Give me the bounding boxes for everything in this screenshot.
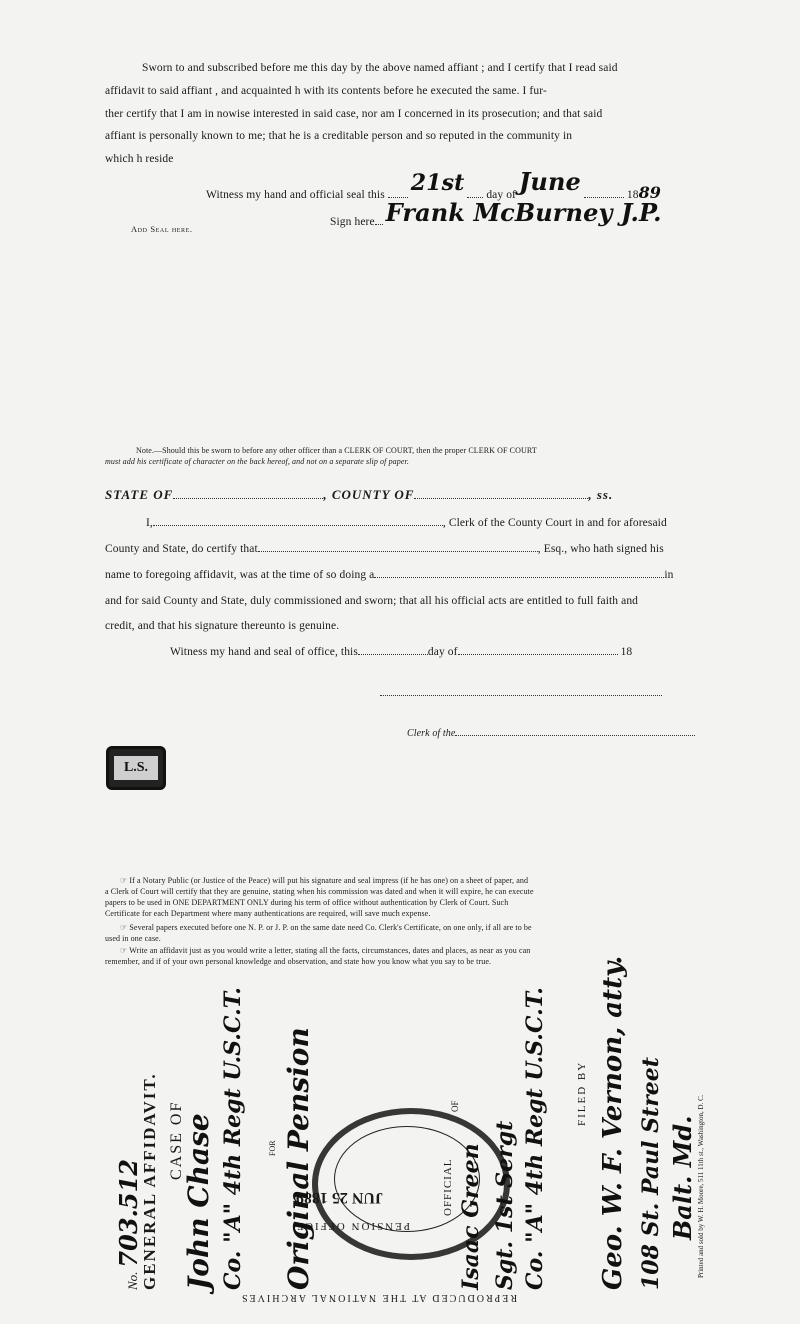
clerk-of-the-label: Clerk of the xyxy=(407,728,456,739)
docket-official-label: OFFICIAL xyxy=(442,1158,454,1216)
signature-dotted-line xyxy=(380,695,662,696)
instruction-2-line-2: used in one case. xyxy=(105,934,161,943)
sign-here-label: Sign here xyxy=(330,216,375,228)
add-seal-label: Add Seal here. xyxy=(131,224,193,234)
cert-witness-year: 18 xyxy=(620,646,633,658)
docket-official-name: Isaac Green xyxy=(458,1143,484,1290)
docket-for: FOR xyxy=(268,1140,277,1156)
witness-prefix: Witness my hand and official seal this xyxy=(206,189,385,201)
docket-filed-by: FILED BY xyxy=(576,1060,588,1126)
pointing-hand-icon: ☞ xyxy=(120,876,130,885)
stamp-text: PENSION OFFICE xyxy=(294,1220,410,1232)
jurat-line-3: ther certify that I am in nowise interested in said case, nor am I concerned in its prosecution; and that said xyxy=(105,108,603,120)
docket-official-company: Co. "A" 4th Regt U.S.C.T. xyxy=(522,987,548,1290)
witness-dayof: day of xyxy=(486,189,516,201)
docket-case-of: CASE OF xyxy=(168,1100,185,1180)
witness-year-prefix: 18 xyxy=(626,189,639,201)
docket-of: OF xyxy=(450,1100,460,1112)
instruction-1-line-2: a Clerk of Court will certify that they are genuine, stating when his commission was dated and when it will expire, he can execute xyxy=(105,887,534,896)
instruction-1-line-3: papers to be used in ONE DEPARTMENT ONLY during his term of office without authentication by Clerk of Court. Such xyxy=(105,898,509,907)
certificate-line-1 xyxy=(146,517,667,529)
witness-year: 89 xyxy=(638,183,662,202)
jurat-line-5: which h reside xyxy=(105,153,174,165)
note-line-1: Note.—Should this be sworn to before any other officer than a CLERK OF COURT, then the proper CLERK OF COURT xyxy=(136,446,537,455)
jurat-line-2: affidavit to said affiant , and acquainted h with its contents before he executed the same. I fur- xyxy=(105,85,547,97)
official-signature: Frank McBurney J.P. xyxy=(385,198,662,227)
archives-caption: REPRODUCED AT THE NATIONAL ARCHIVES xyxy=(240,1292,518,1303)
certificate-line-5: credit, and that his signature thereunto is genuine. xyxy=(105,620,340,632)
jurat-line-1: Sworn to and subscribed before me this day by the above named affiant ; and I certify that I read said xyxy=(142,62,618,74)
cert-l2-suffix: , Esq., who hath signed his xyxy=(537,543,664,555)
cert-l3-prefix: name to foregoing affidavit, was at the time of so doing a xyxy=(105,569,375,581)
cert-l1-prefix: I, xyxy=(146,517,153,529)
ls-seal-text: L.S. xyxy=(114,756,158,780)
docket-attorney-street: 108 St. Paul Street xyxy=(638,1057,664,1290)
docket-number-label: No. xyxy=(125,1271,140,1290)
certificate-line-3 xyxy=(105,569,674,581)
docket-number: 703.512 xyxy=(114,1159,143,1268)
certificate-line-2 xyxy=(105,543,664,555)
witness-month: June xyxy=(518,167,581,196)
certificate-line-4: and for said County and State, duly commissioned and sworn; that all his official acts are entitled to full faith and xyxy=(105,595,639,607)
docket-number-line xyxy=(114,1159,143,1290)
certificate-heading xyxy=(105,487,613,503)
instruction-1-line-1 xyxy=(120,876,528,885)
clerk-of-the-line xyxy=(407,728,695,739)
docket-official-unit: Sgt. 1st Sergt xyxy=(492,1120,518,1290)
docket-attorney: Geo. W. F. Vernon, atty. xyxy=(598,955,628,1290)
jurat-line-4: affiant is personally known to me; that he is a creditable person and so reputed in the community in xyxy=(105,130,573,142)
cert-witness-prefix: Witness my hand and seal of office, this xyxy=(170,646,358,658)
pointing-hand-icon: ☞ xyxy=(120,946,130,955)
docket-attorney-city: Balt. Md. xyxy=(668,1115,697,1240)
instruction-2-line-1 xyxy=(120,923,532,932)
heading-state: STATE OF xyxy=(105,487,174,502)
cert-l1-suffix: , Clerk of the County Court in and for aforesaid xyxy=(442,517,667,529)
sign-here-line xyxy=(330,198,662,231)
heading-ss: , ss. xyxy=(588,487,614,502)
heading-county: , COUNTY OF xyxy=(323,487,415,502)
pointing-hand-icon: ☞ xyxy=(120,923,130,932)
instr-p1-l1: If a Notary Public (or Justice of the Peace) will put his signature and seal impress (if he has one) on a sheet of paper, and xyxy=(129,876,529,885)
docket-title: GENERAL AFFIDAVIT. xyxy=(140,1072,159,1290)
note-line-2: must add his certificate of character on the back hereof, and not on a separate slip of paper. xyxy=(105,457,409,466)
stamp-date: JUN 25 1889 xyxy=(295,1189,383,1206)
instruction-1-line-4: Certificate for each Department where many authentications are required, will save much expense. xyxy=(105,909,431,918)
ls-seal xyxy=(106,746,166,790)
docket-claimant-unit: Co. "A" 4th Regt U.S.C.T. xyxy=(220,987,246,1290)
cert-witness-dayof: day of xyxy=(427,646,458,658)
docket-claimant: John Chase xyxy=(182,1113,215,1290)
instr-p2-l1: Several papers executed before one N. P. or J. P. on the same date need Co. Clerk's Certificate, on one only, if all are to be xyxy=(129,923,532,932)
certificate-witness-line xyxy=(170,646,632,658)
docket-printer: Printed and sold by W. H. Moore, 511 11th st., Washington, D. C. xyxy=(697,1094,705,1278)
instruction-3-line-1 xyxy=(120,946,530,955)
instr-p3-l1: Write an affidavit just as you would write a letter, stating all the facts, circumstances, dates and places, as near as you can xyxy=(129,946,531,955)
cert-l3-suffix: in xyxy=(664,569,674,581)
docket-claim-type: Original Pension xyxy=(282,1027,315,1290)
witness-day: 21st xyxy=(410,170,465,196)
cert-l2-prefix: County and State, do certify that xyxy=(105,543,258,555)
instruction-3-line-2: remember, and if of your own personal knowledge and observation, and state how you know what you say to be true. xyxy=(105,957,492,966)
